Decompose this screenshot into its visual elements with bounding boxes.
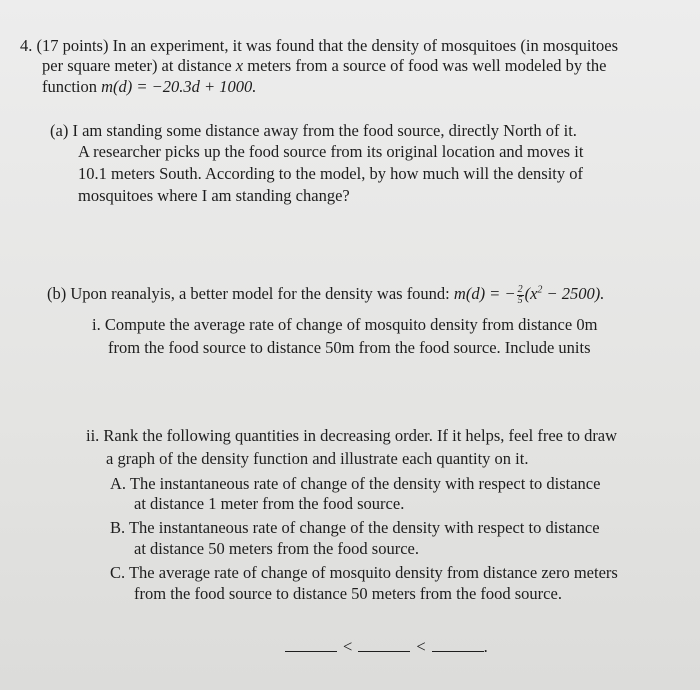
option-a-text-1: The instantaneous rate of change of the density with respect to distance	[129, 474, 601, 493]
sub-ii-label: ii.	[86, 426, 100, 445]
linear-model: m(d) = −20.3d + 1000.	[101, 77, 257, 96]
ranking-end: .	[483, 637, 488, 656]
problem-header	[20, 36, 618, 56]
option-b-label: B.	[110, 518, 126, 537]
ranking-blank-1[interactable]	[285, 639, 337, 652]
option-b-text-1: The instantaneous rate of change of the density with respect to distance	[128, 518, 600, 537]
option-c-label: C.	[110, 563, 126, 582]
part-a-text-1: I am standing some distance away from the food source, directly North of it.	[72, 121, 577, 140]
intro-line-4: function	[42, 77, 97, 96]
intro-line-1: In an experiment, it was found that the density of mosquitoes (in mosquitoes	[112, 36, 619, 55]
problem-points: (17 points)	[36, 36, 109, 55]
option-b-line-1	[110, 518, 600, 538]
option-a-label: A.	[110, 474, 127, 493]
intro-line-2: per square meter) at distance	[42, 56, 232, 75]
quadratic-model: m(d) = − $\frac{2}{5}$ $(x^2 - 2500)$.	[453, 283, 605, 306]
sub-i-text-2: from the food source to distance 50m from the food source. Include units	[108, 338, 591, 357]
sub-ii-line-1	[86, 426, 617, 446]
part-b-label: (b)	[47, 284, 67, 303]
ranking-blank-2[interactable]	[358, 639, 410, 652]
less-than-2: <	[416, 637, 426, 656]
part-a-text-3: 10.1 meters South. According to the model, by how much will the density of	[78, 164, 584, 183]
part-a-text-4: mosquitoes where I am standing change?	[78, 186, 350, 205]
ranking-blank-3[interactable]	[432, 639, 484, 652]
less-than-1: <	[343, 637, 353, 656]
option-c-text-1: The average rate of change of mosquito density from distance zero meters	[128, 563, 618, 582]
part-a-text-2: A researcher picks up the food source from its original location and moves it	[78, 142, 584, 161]
part-b-line-1	[47, 284, 604, 306]
option-a-line-1	[110, 474, 600, 494]
var-x: x	[235, 56, 244, 75]
intro-line-3: meters from a source of food was well modeled by the	[247, 56, 607, 75]
part-a-line-1	[50, 121, 577, 141]
problem-number: 4.	[20, 36, 33, 55]
option-a-text-2: at distance 1 meter from the food source.	[134, 494, 405, 513]
option-c-line-1	[110, 563, 618, 583]
sub-i-text-1: Compute the average rate of change of mosquito density from distance 0m	[104, 315, 598, 334]
part-b-intro: Upon reanalyis, a better model for the density was found:	[70, 284, 450, 303]
sub-ii-text-2: a graph of the density function and illustrate each quantity on it.	[106, 449, 529, 468]
part-a-label: (a)	[50, 121, 69, 140]
option-b-text-2: at distance 50 meters from the food source.	[134, 539, 419, 558]
ranking-answer	[285, 637, 488, 657]
sub-ii-text-1: Rank the following quantities in decreasing order. If it helps, feel free to draw	[103, 426, 618, 445]
sub-i-line-1	[92, 315, 597, 335]
option-c-text-2: from the food source to distance 50 meters from the food source.	[134, 584, 562, 603]
intro-line-4-row	[42, 77, 256, 97]
sub-i-label: i.	[92, 315, 101, 334]
intro-line-2-row	[42, 56, 606, 76]
